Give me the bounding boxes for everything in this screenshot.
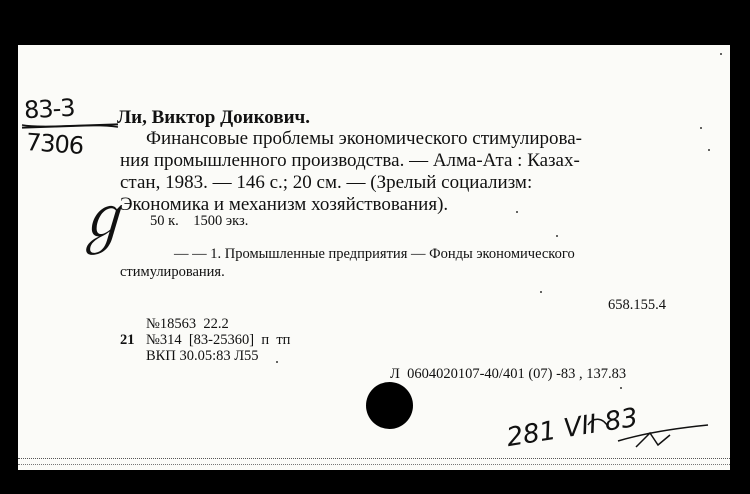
subject-line-2: стимулирования. <box>120 264 225 280</box>
catalog-code: Л 0604020107-40/401 (07) -83 , 137.83 <box>390 366 627 382</box>
subject-line-1: — — 1. Промышленные предприятия — Фонды экономического <box>174 246 575 262</box>
speck <box>720 53 722 55</box>
title-line-2: ния промышленного производства. — Алма-Ата : Казах- <box>120 150 580 171</box>
side-mark: ℊ <box>67 183 135 256</box>
catalog-card <box>18 45 730 470</box>
title-line-3: стан, 1983. — 146 с.; 20 см. — (Зрелый социализм: <box>120 172 533 193</box>
handwritten-date-note: 281 VII 83 <box>504 402 640 454</box>
speck <box>556 235 558 237</box>
speck <box>516 211 518 213</box>
title-line-4: Экономика и механизм хозяйствования). <box>120 194 449 215</box>
line-prefix: 21 <box>120 332 135 348</box>
price-print-run: 50 к. 1500 экз. <box>150 213 249 229</box>
vkp-code: ВКП 30.05:83 Л55 <box>146 348 259 364</box>
handwriting-strokes <box>18 45 730 470</box>
order-number: №314 [83-25360] п тп <box>146 332 291 348</box>
speck <box>276 361 278 363</box>
speck <box>620 387 622 389</box>
title-line-1: Финансовые проблемы экономического стимулирова- <box>146 128 582 149</box>
call-number-bottom: 7306 <box>25 128 84 160</box>
udc-code: 658.155.4 <box>608 297 666 313</box>
author-heading: Ли, Виктор Доикович. <box>117 107 310 128</box>
record-number: №18563 22.2 <box>146 316 229 332</box>
speck <box>708 149 710 151</box>
speck <box>540 291 542 293</box>
speck <box>700 127 702 129</box>
bottom-dotted-line-2 <box>18 464 730 465</box>
bottom-dotted-line <box>18 458 730 459</box>
call-number-top: 83-3 <box>23 93 76 125</box>
